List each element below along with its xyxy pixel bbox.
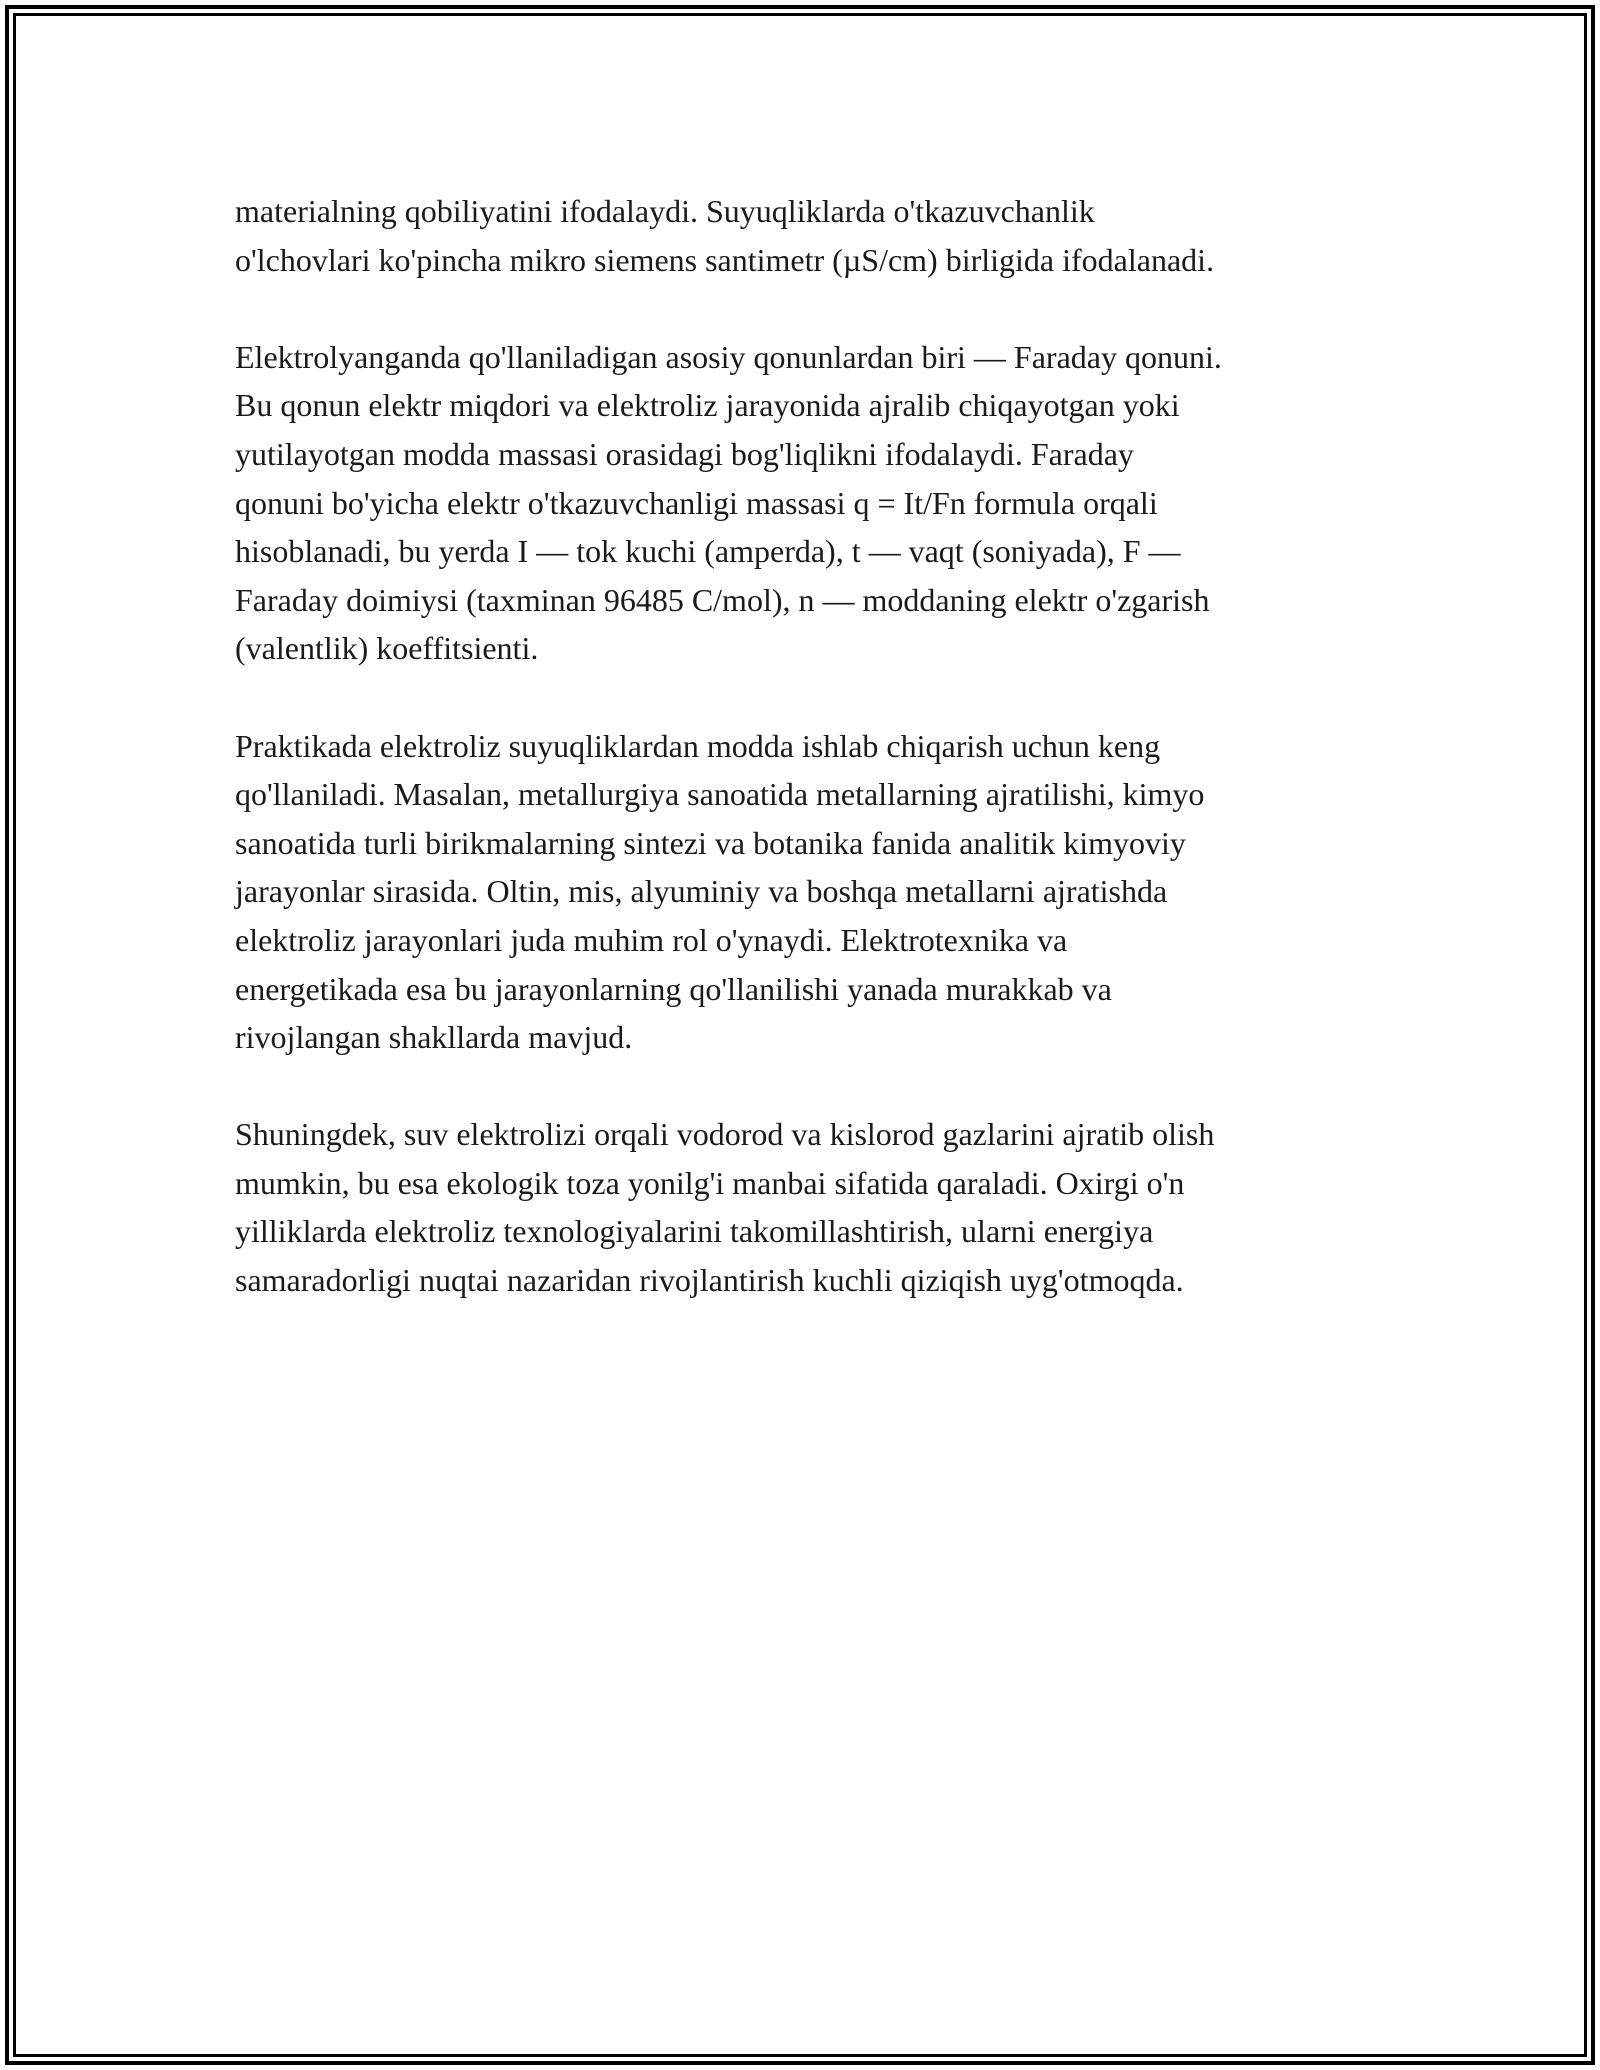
document-body [235, 187, 1385, 1353]
paragraph-conductivity: materialning qobiliyatini ifodalaydi. Suyuqliklarda o'tkazuvchanlik o'lchovlari ko'pincha mikro siemens santimetr (µS/cm) birligida ifodalanadi. [235, 193, 1215, 278]
paragraph-faraday-law: Elektrolyanganda qo'llaniladigan asosiy qonunlardan biri — Faraday qonuni. Bu qonun elektr miqdori va elektroliz jarayonida ajralib chiqayotgan yoki yutilayotgan modda massasi orasidagi bog'liqlikni ifodalaydi. Faraday qonuni bo'yicha elektr o'tkazuvchanligi massasi q = It/Fn formula orqali hisoblanadi, bu yerda I — tok kuchi (amperda), t — vaqt (soniyada), F — Faraday doimiysi (taxminan 96485 C/mol), n — moddaning elektr o'zgarish (valentlik) koeffitsienti. [235, 338, 1222, 667]
paragraph-practical-use: Praktikada elektroliz suyuqliklardan modda ishlab chiqarish uchun keng qo'llaniladi. Masalan, metallurgiya sanoatida metallarning ajratilishi, kimyo sanoatida turli birikmalarning sintezi va botanika fanida analitik kimyoviy jarayonlar sirasida. Oltin, mis, alyuminiy va boshqa metallarni ajratishda elektroliz jarayonlari juda muhim rol o'ynaydi. Elektrotexnika va energetikada esa bu jarayonlarning qo'llanilishi yanada murakkab va rivojlangan shakllarda mavjud. [235, 727, 1205, 1056]
paragraph-water-electrolysis: Shuningdek, suv elektrolizi orqali vodorod va kislorod gazlarini ajratib olish mumkin, bu esa ekologik toza yonilg'i manbai sifatida qaraladi. Oxirgi o'n yilliklarda elektroliz texnologiyalarini takomillashtirish, ularni energiya samaradorligi nuqtai nazaridan rivojlantirish kuchli qiziqish uyg'otmoqda. [235, 1116, 1215, 1299]
